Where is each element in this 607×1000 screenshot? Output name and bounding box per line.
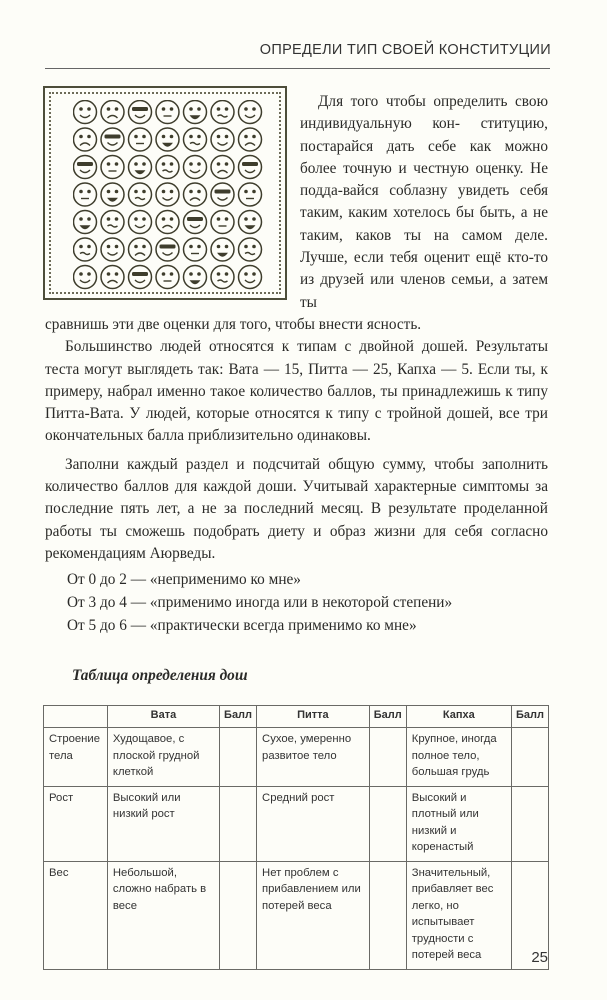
intro-line: ституцию, постарайся дать [300,115,548,155]
kapha-cell: Значительный, прибавляет вес легко, но испытывает трудности с потерей веса [406,861,511,969]
pitta-score-cell [369,861,406,969]
header-rule [45,68,550,69]
header-vata: Вата [107,706,219,728]
paragraph-instructions: Заполни каждый раздел и подсчитай общую сумму, чтобы заполнить количество баллов для каждой доши. Учитывай характерные симптомы за последние пять лет, а не за последний месяц. В результате проделанной работы ты сможешь подобрать диету и образ жизни для себя согласно рекомендациям Аюрведы. [45,455,548,562]
intro-paragraph [300,91,548,314]
page-number: 25 [531,949,548,966]
intro-line: и честную оценку. Не подда- [300,159,548,200]
row-label: Вес [44,861,108,969]
pitta-cell: Сухое, умеренно развитое тело [257,728,370,787]
table-header-row [44,706,549,728]
row-label: Рост [44,786,108,861]
vata-score-cell [220,861,257,969]
intro-line: Для того чтобы определить [318,93,508,110]
scoring-scale [67,568,452,637]
kapha-score-cell [511,728,548,787]
intro-line: себе как можно более точную [300,137,549,177]
header-score: Балл [220,706,257,728]
scale-item: От 3 до 4 — «применимо иногда или в некоторой степени» [67,594,453,611]
pitta-score-cell [369,728,406,787]
pitta-cell: Средний рост [257,786,370,861]
header-score: Балл [369,706,406,728]
intro-line: вайся соблазну увидеть себя [342,182,548,200]
vata-cell: Небольшой, сложно набрать в весе [107,861,219,969]
emoji-faces-grid-icon [73,100,263,290]
paragraph-dosha-types: Большинство людей относятся к типам с двойной дошей. Результаты теста могут выглядеть так: Вата — 15, Питта — 25, Капха — 5. Если ты, к примеру, набрал именно такое количество баллов, ты принадлежишь к типу Питта-Вата. У людей, которые относятся к типу с тройной дошей, все три окончательных балла приблизительно одинаковы. [45,338,548,445]
scale-item: От 0 до 2 — «неприменимо ко мне» [67,571,301,588]
vata-cell: Худощавое, с плоской грудной клеткой [107,728,219,787]
scale-item: От 5 до 6 — «практически всегда применимо ко мне» [67,617,417,634]
intro-text [300,91,548,314]
vata-cell: Высокий или низкий рост [107,786,219,861]
dosha-table [43,705,549,970]
running-head: ОПРЕДЕЛИ ТИП СВОЕЙ КОНСТИТУЦИИ [259,42,551,58]
emoji-illustration [43,86,287,300]
table-row [44,861,549,969]
intro-line: таким, каким хотелось бы [300,204,475,222]
intro-line: свою индивидуальную кон- [300,93,548,133]
header-score: Балл [511,706,548,728]
row-label: Строение тела [44,728,108,787]
body-text [45,314,548,565]
intro-line: или членов семьи, а затем ты [300,271,548,311]
table-row [44,728,549,787]
pitta-score-cell [369,786,406,861]
intro-continuation: сравнишь эти две оценки для того, чтобы внести ясность. [45,316,422,333]
header-kapha: Капха [406,706,511,728]
vata-score-cell [220,786,257,861]
intro-line: оценит ещё кто-то из друзей [300,249,548,289]
header-cell-empty [44,706,108,728]
kapha-cell: Крупное, иногда полное тело, большая грудь [406,728,511,787]
intro-line: быть, а не таким, каков ты на [300,204,548,244]
vata-score-cell [220,728,257,787]
pitta-cell: Нет проблем с прибавлением или потерей веса [257,861,370,969]
table-row [44,786,549,861]
table-title: Таблица определения дош [72,667,248,684]
kapha-cell: Высокий и плотный или низкий и коренастый [406,786,511,861]
intro-line: самом деле. Лучше, если тебя [300,226,548,267]
kapha-score-cell [511,786,548,861]
header-pitta: Питта [257,706,370,728]
